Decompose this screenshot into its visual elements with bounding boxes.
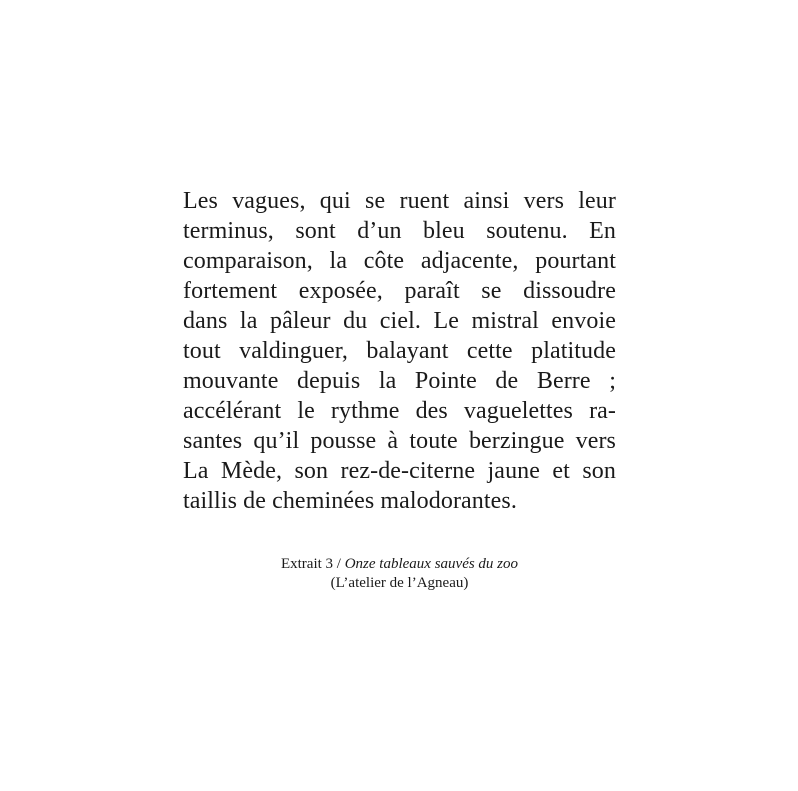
text-line: fortement exposée, paraît se dissoudre xyxy=(183,278,616,304)
caption-source-line xyxy=(183,555,616,574)
text-line: mouvante depuis la Pointe de Berre ; xyxy=(183,368,616,394)
book-title: Onze tableaux sauvés du zoo xyxy=(344,556,519,572)
text-line: tout valdinguer, balayant cette platitude xyxy=(183,338,616,364)
text-line: Les vagues, qui se ruent ainsi vers leur xyxy=(183,188,616,214)
text-line: accélérant le rythme des vaguelettes ra- xyxy=(183,398,616,424)
text-line: dans la pâleur du ciel. Le mistral envoie xyxy=(183,308,616,334)
caption-prefix: Extrait 3 / xyxy=(280,556,345,572)
text-line: terminus, sont d’un bleu soutenu. En xyxy=(183,218,616,244)
text-line: La Mède, son rez-de-citerne jaune et son xyxy=(183,458,616,484)
source-caption xyxy=(183,555,616,593)
text-line: comparaison, la côte adjacente, pourtant xyxy=(183,248,616,274)
publisher: (L’atelier de l’Agneau) xyxy=(330,575,469,591)
text-line: santes qu’il pousse à toute berzingue vers xyxy=(183,428,616,454)
body-text xyxy=(183,186,616,516)
text-line: taillis de cheminées malodorantes. xyxy=(183,488,517,514)
